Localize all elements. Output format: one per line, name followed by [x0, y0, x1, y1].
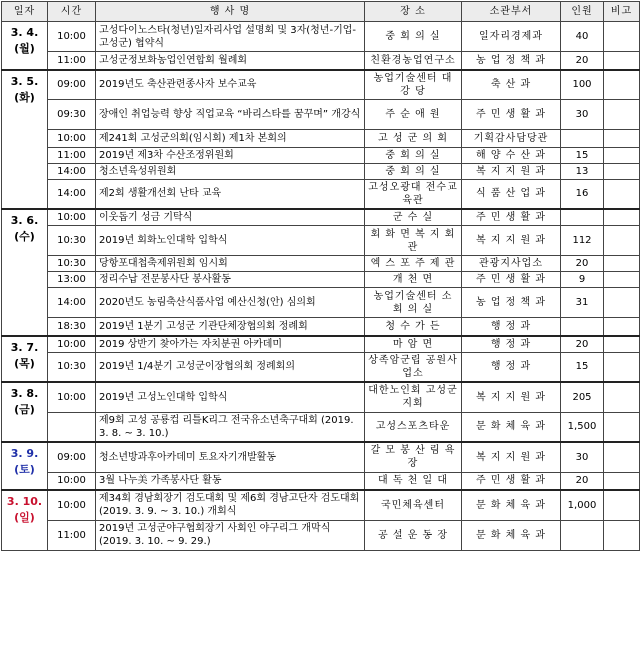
department-cell: 주 민 생 활 과 — [462, 472, 561, 490]
department-cell: 행 정 과 — [462, 352, 561, 382]
day-date: 3. 10. — [6, 495, 43, 508]
department-cell: 해 양 수 산 과 — [462, 147, 561, 163]
time-cell: 10:00 — [48, 382, 96, 412]
schedule-row — [2, 490, 640, 520]
attendee-count-cell: 15 — [561, 352, 604, 382]
schedule-row — [2, 382, 640, 412]
schedule-row — [2, 147, 640, 163]
time-cell: 11:00 — [48, 520, 96, 550]
day-weekday: (월) — [14, 42, 35, 55]
note-cell — [604, 256, 640, 272]
day-cell — [2, 336, 48, 383]
note-cell — [604, 288, 640, 318]
department-cell: 농 업 정 책 과 — [462, 52, 561, 70]
place-cell: 농업기술센터 대 강 당 — [365, 70, 462, 100]
day-weekday: (목) — [14, 356, 35, 370]
schedule-row — [2, 352, 640, 382]
attendee-count-cell: 9 — [561, 272, 604, 288]
schedule-row — [2, 70, 640, 100]
department-cell: 행 정 과 — [462, 318, 561, 336]
time-cell: 10:30 — [48, 226, 96, 256]
time-cell: 14:00 — [48, 179, 96, 209]
department-cell: 식 품 산 업 과 — [462, 179, 561, 209]
note-cell — [604, 472, 640, 490]
place-cell: 고성스포츠타운 — [365, 412, 462, 442]
time-cell: 10:30 — [48, 256, 96, 272]
header-event: 행 사 명 — [96, 2, 365, 22]
place-cell: 중 회 의 실 — [365, 163, 462, 179]
attendee-count-cell: 20 — [561, 256, 604, 272]
event-name-cell: 제9회 고성 공룡컵 리틀K리그 전국유소년축구대회 (2019. 3. 8. ~ 3. 10.) — [96, 412, 365, 442]
attendee-count-cell: 100 — [561, 70, 604, 100]
time-cell — [48, 412, 96, 442]
attendee-count-cell: 112 — [561, 226, 604, 256]
place-cell: 대 독 천 일 대 — [365, 472, 462, 490]
schedule-row — [2, 99, 640, 129]
attendee-count-cell: 13 — [561, 163, 604, 179]
department-cell: 관광지사업소 — [462, 256, 561, 272]
place-cell: 친환경농업연구소 — [365, 52, 462, 70]
day-weekday: (화) — [14, 90, 35, 104]
place-cell: 중 회 의 실 — [365, 22, 462, 52]
place-cell: 고 성 군 의 회 — [365, 129, 462, 147]
attendee-count-cell: 30 — [561, 442, 604, 472]
note-cell — [604, 490, 640, 520]
note-cell — [604, 179, 640, 209]
time-cell: 09:00 — [48, 70, 96, 100]
note-cell — [604, 520, 640, 550]
note-cell — [604, 442, 640, 472]
attendee-count-cell — [561, 209, 604, 226]
event-name-cell: 제2회 생활개선회 난타 교육 — [96, 179, 365, 209]
time-cell: 11:00 — [48, 52, 96, 70]
place-cell: 상족암군립 공원사업소 — [365, 352, 462, 382]
note-cell — [604, 129, 640, 147]
place-cell: 대한노인회 고성군지회 — [365, 382, 462, 412]
day-cell — [2, 442, 48, 490]
attendee-count-cell: 20 — [561, 52, 604, 70]
attendee-count-cell: 1,500 — [561, 412, 604, 442]
department-cell: 복 지 지 원 과 — [462, 226, 561, 256]
header-time: 시간 — [48, 2, 96, 22]
place-cell: 회 화 면 복 지 회 관 — [365, 226, 462, 256]
time-cell: 10:30 — [48, 352, 96, 382]
place-cell: 농업기술센터 소 회 의 실 — [365, 288, 462, 318]
place-cell: 엑 스 포 주 제 관 — [365, 256, 462, 272]
note-cell — [604, 147, 640, 163]
time-cell: 10:00 — [48, 490, 96, 520]
schedule-row — [2, 129, 640, 147]
place-cell: 개 천 면 — [365, 272, 462, 288]
header-people: 인원 — [561, 2, 604, 22]
day-weekday: (금) — [14, 403, 35, 416]
schedule-row — [2, 520, 640, 550]
place-cell: 중 회 의 실 — [365, 147, 462, 163]
event-name-cell: 2019년 회화노인대학 입학식 — [96, 226, 365, 256]
department-cell: 주 민 생 활 과 — [462, 99, 561, 129]
day-cell — [2, 490, 48, 550]
department-cell: 행 정 과 — [462, 336, 561, 353]
schedule-row — [2, 209, 640, 226]
place-cell: 공 설 운 동 장 — [365, 520, 462, 550]
department-cell: 복 지 지 원 과 — [462, 163, 561, 179]
schedule-row — [2, 272, 640, 288]
day-weekday: (일) — [14, 511, 35, 524]
event-name-cell: 2020년도 농림축산식품사업 예산신청(안) 심의회 — [96, 288, 365, 318]
note-cell — [604, 318, 640, 336]
attendee-count-cell: 15 — [561, 147, 604, 163]
schedule-row — [2, 318, 640, 336]
schedule-row — [2, 472, 640, 490]
attendee-count-cell: 20 — [561, 472, 604, 490]
header-note: 비고 — [604, 2, 640, 22]
note-cell — [604, 336, 640, 353]
department-cell: 기획감사담당관 — [462, 129, 561, 147]
event-name-cell: 3월 나누美 가족봉사단 활동 — [96, 472, 365, 490]
schedule-row — [2, 52, 640, 70]
attendee-count-cell: 16 — [561, 179, 604, 209]
note-cell — [604, 272, 640, 288]
attendee-count-cell: 31 — [561, 288, 604, 318]
header-dept: 소관부서 — [462, 2, 561, 22]
event-name-cell: 제241회 고성군의회(임시회) 제1차 본회의 — [96, 129, 365, 147]
event-name-cell: 제34회 경남회장기 검도대회 및 제6회 경남고단자 검도대회(2019. 3. 9. ~ 3. 10.) 개회식 — [96, 490, 365, 520]
note-cell — [604, 226, 640, 256]
schedule-row — [2, 412, 640, 442]
attendee-count-cell — [561, 318, 604, 336]
schedule-row — [2, 22, 640, 52]
time-cell: 10:00 — [48, 336, 96, 353]
schedule-row — [2, 256, 640, 272]
department-cell: 주 민 생 활 과 — [462, 209, 561, 226]
day-date: 3. 5. — [10, 74, 39, 88]
time-cell: 09:00 — [48, 442, 96, 472]
place-cell: 군 수 실 — [365, 209, 462, 226]
event-name-cell: 2019 상반기 찾아가는 자치분권 아카데미 — [96, 336, 365, 353]
event-name-cell: 2019년 제3차 수산조정위원회 — [96, 147, 365, 163]
header-place: 장 소 — [365, 2, 462, 22]
note-cell — [604, 22, 640, 52]
event-name-cell: 2019년도 축산관련종사자 보수교육 — [96, 70, 365, 100]
event-name-cell: 고성다이노스타(청년)일자리사업 설명회 및 3자(청년-기업-고성군) 협약식 — [96, 22, 365, 52]
note-cell — [604, 70, 640, 100]
time-cell: 14:00 — [48, 288, 96, 318]
note-cell — [604, 163, 640, 179]
note-cell — [604, 52, 640, 70]
day-weekday: (토) — [14, 463, 35, 476]
department-cell: 복 지 지 원 과 — [462, 442, 561, 472]
attendee-count-cell: 205 — [561, 382, 604, 412]
note-cell — [604, 352, 640, 382]
schedule-row — [2, 163, 640, 179]
event-name-cell: 2019년 1분기 고성군 기관단체장협의회 정례회 — [96, 318, 365, 336]
day-date: 3. 7. — [10, 340, 39, 354]
note-cell — [604, 99, 640, 129]
schedule-row — [2, 179, 640, 209]
place-cell: 청 수 가 든 — [365, 318, 462, 336]
header-row — [2, 2, 640, 22]
day-cell — [2, 70, 48, 210]
attendee-count-cell: 30 — [561, 99, 604, 129]
place-cell: 갈 모 봉 산 림 욕 장 — [365, 442, 462, 472]
time-cell: 14:00 — [48, 163, 96, 179]
schedule-body — [2, 22, 640, 551]
department-cell: 문 화 체 육 과 — [462, 412, 561, 442]
attendee-count-cell: 1,000 — [561, 490, 604, 520]
department-cell: 문 화 체 육 과 — [462, 490, 561, 520]
time-cell: 09:30 — [48, 99, 96, 129]
schedule-row — [2, 226, 640, 256]
day-cell — [2, 22, 48, 70]
day-cell — [2, 382, 48, 442]
place-cell: 주 순 애 원 — [365, 99, 462, 129]
time-cell: 11:00 — [48, 147, 96, 163]
note-cell — [604, 412, 640, 442]
event-name-cell: 2019년 1/4분기 고성군이장협의회 정례회의 — [96, 352, 365, 382]
time-cell: 13:00 — [48, 272, 96, 288]
event-name-cell: 청소년방과후아카데미 토요자기개발활동 — [96, 442, 365, 472]
event-name-cell: 2019년 고성노인대학 입학식 — [96, 382, 365, 412]
event-name-cell: 장애인 취업능력 향상 직업교육 “바리스타를 꿈꾸며” 개강식 — [96, 99, 365, 129]
attendee-count-cell — [561, 520, 604, 550]
place-cell: 고성오광대 전수교육관 — [365, 179, 462, 209]
day-cell — [2, 209, 48, 336]
day-date: 3. 8. — [10, 387, 39, 400]
event-name-cell: 이웃돕기 성금 기탁식 — [96, 209, 365, 226]
attendee-count-cell: 20 — [561, 336, 604, 353]
event-name-cell: 당항포대첩축제위원회 임시회 — [96, 256, 365, 272]
schedule-row — [2, 442, 640, 472]
event-name-cell: 2019년 고성군야구협회장기 사회인 야구리그 개막식 (2019. 3. 10. ~ 9. 29.) — [96, 520, 365, 550]
note-cell — [604, 382, 640, 412]
day-weekday: (수) — [14, 230, 35, 243]
department-cell: 농 업 정 책 과 — [462, 288, 561, 318]
time-cell: 18:30 — [48, 318, 96, 336]
attendee-count-cell: 40 — [561, 22, 604, 52]
department-cell: 축 산 과 — [462, 70, 561, 100]
department-cell: 주 민 생 활 과 — [462, 272, 561, 288]
department-cell: 일자리경제과 — [462, 22, 561, 52]
schedule-row — [2, 288, 640, 318]
day-date: 3. 6. — [10, 214, 39, 227]
time-cell: 10:00 — [48, 22, 96, 52]
department-cell: 문 화 체 육 과 — [462, 520, 561, 550]
event-name-cell: 청소년육성위원회 — [96, 163, 365, 179]
department-cell: 복 지 지 원 과 — [462, 382, 561, 412]
weekly-schedule-table — [1, 1, 640, 551]
header-date: 일자 — [2, 2, 48, 22]
day-date: 3. 9. — [10, 447, 39, 460]
place-cell: 마 암 면 — [365, 336, 462, 353]
attendee-count-cell — [561, 129, 604, 147]
place-cell: 국민체육센터 — [365, 490, 462, 520]
time-cell: 10:00 — [48, 472, 96, 490]
time-cell: 10:00 — [48, 209, 96, 226]
day-date: 3. 4. — [10, 26, 39, 39]
schedule-row — [2, 336, 640, 353]
event-name-cell: 정리수납 전문봉사단 봉사활동 — [96, 272, 365, 288]
time-cell: 10:00 — [48, 129, 96, 147]
note-cell — [604, 209, 640, 226]
event-name-cell: 고성군정보화농업인연합회 월례회 — [96, 52, 365, 70]
